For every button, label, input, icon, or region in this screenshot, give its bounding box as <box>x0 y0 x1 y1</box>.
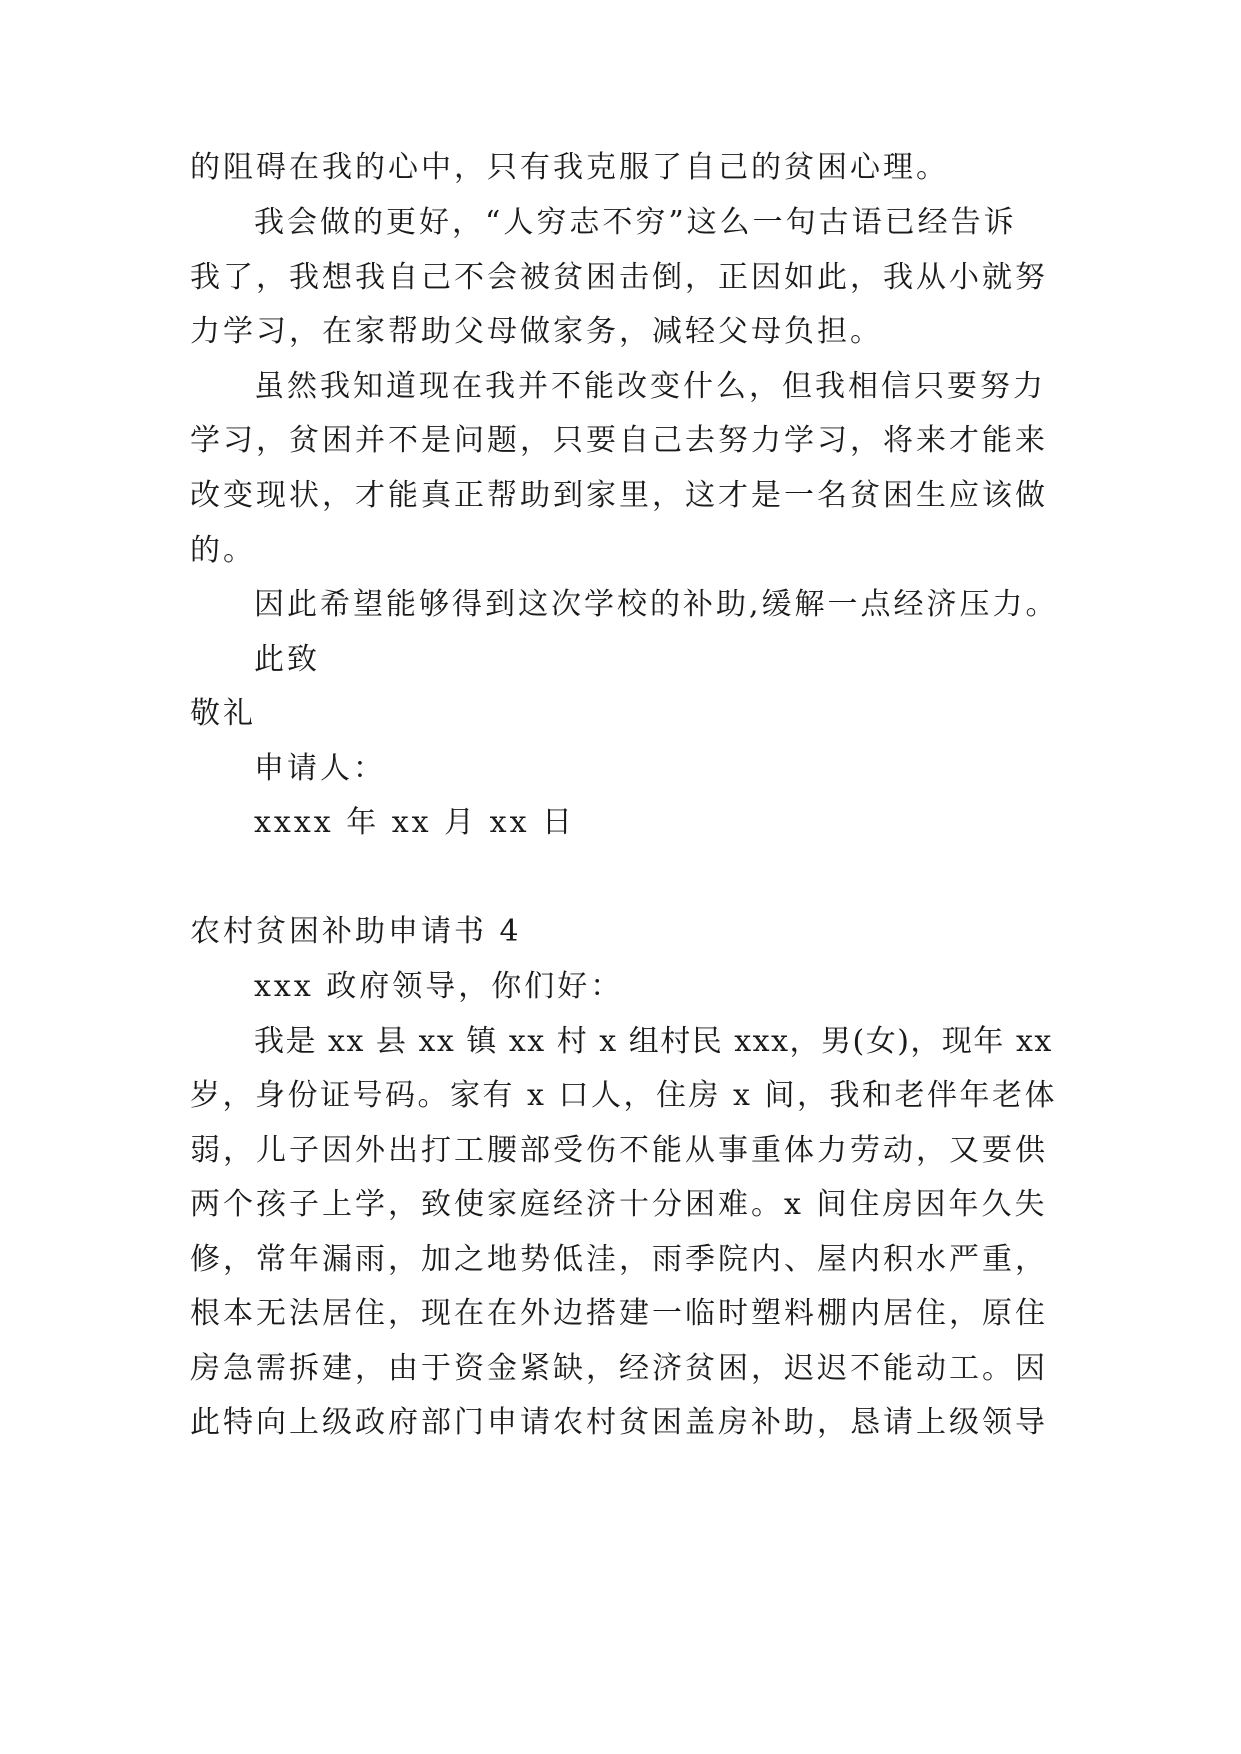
text-line: 修，常年漏雨，加之地势低洼，雨季院内、屋内积水严重， <box>190 1242 1048 1277</box>
text-line: 弱，儿子因外出打工腰部受伤不能从事重体力劳动，又要供 <box>190 1133 1048 1168</box>
closing-regards: 敬礼 <box>190 696 256 731</box>
date-line: xxxx 年 xx 月 xx 日 <box>254 805 576 840</box>
text-line: 岁，身份证号码。家有 x 口人，住房 x 间，我和老伴年老体 <box>190 1078 1057 1113</box>
text-line: 两个孩子上学，致使家庭经济十分困难。x 间住房因年久失 <box>190 1187 1048 1222</box>
text-line: 虽然我知道现在我并不能改变什么，但我相信只要努力 <box>254 369 1046 404</box>
text-line: 的阻碍在我的心中，只有我克服了自己的贫困心理。 <box>190 150 949 185</box>
greeting-line: xxx 政府领导，你们好： <box>254 969 624 1004</box>
closing-salutation: 此致 <box>254 642 320 677</box>
section-title: 农村贫困补助申请书 4 <box>190 914 522 949</box>
text-line: 力学习，在家帮助父母做家务，减轻父母负担。 <box>190 314 883 349</box>
text-line: 我会做的更好，“人穷志不穷”这么一句古语已经告诉 <box>254 205 1017 240</box>
text-line: 根本无法居住，现在在外边搭建一临时塑料棚内居住，原住 <box>190 1296 1048 1331</box>
text-line: 学习，贫困并不是问题，只要自己去努力学习，将来才能来 <box>190 423 1048 458</box>
text-line: 房急需拆建，由于资金紧缺，经济贫困，迟迟不能动工。因 <box>190 1351 1048 1386</box>
text-line: 我了，我想我自己不会被贫困击倒，正因如此，我从小就努 <box>190 260 1048 295</box>
applicant-label: 申请人： <box>254 751 386 786</box>
text-line: 改变现状，才能真正帮助到家里，这才是一名贫困生应该做 <box>190 478 1048 513</box>
text-line: 此特向上级政府部门申请农村贫困盖房补助，恳请上级领导 <box>190 1405 1048 1440</box>
text-line: 因此希望能够得到这次学校的补助,缓解一点经济压力。 <box>254 587 1059 622</box>
text-line: 的。 <box>190 533 256 568</box>
text-line: 我是 xx 县 xx 镇 xx 村 x 组村民 xxx，男(女)，现年 xx <box>254 1024 1053 1059</box>
